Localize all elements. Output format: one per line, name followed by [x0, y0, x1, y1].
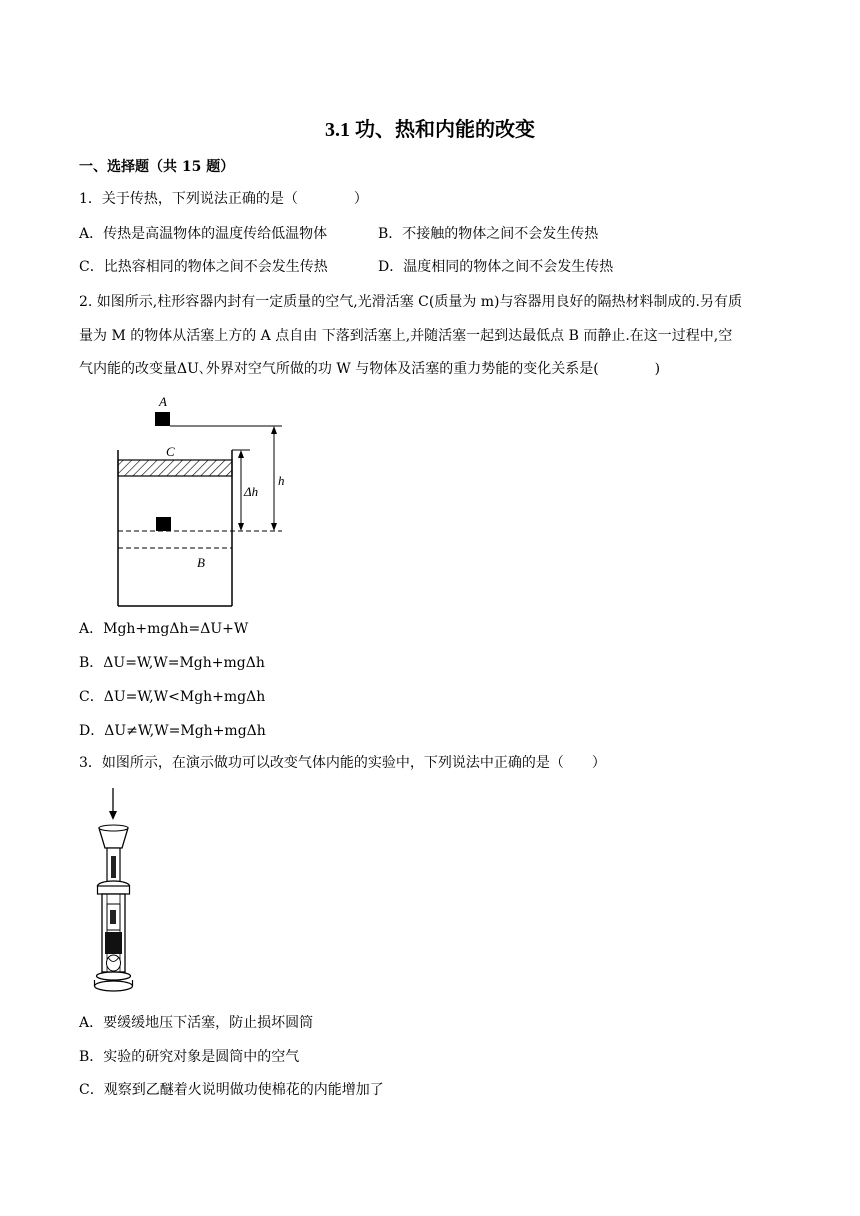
question-2-option-c: C．ΔU=W,W<Mgh+mgΔh: [79, 689, 266, 705]
label-delta-h: Δh: [244, 484, 259, 499]
piston-diagram: [110, 388, 290, 610]
compression-cylinder-figure: [88, 786, 144, 1004]
label-a: A: [159, 394, 167, 409]
question-2-stem-line: 量为 M 的物体从活塞上方的 A 点自由 下落到活塞上,并随活塞一起到达最低点 B 而静止.在这一过程中,空: [79, 328, 733, 344]
question-1-option-c: C．比热容相同的物体之间不会发生传热: [79, 259, 328, 275]
piston-container-figure: [110, 388, 290, 614]
question-3-stem: 3．如图所示，在演示做功可以改变气体内能的实验中，下列说法中正确的是（ ）: [79, 755, 606, 771]
label-h: h: [278, 473, 285, 488]
piston-c-shape: [118, 460, 232, 476]
block-lower-shape: [156, 517, 171, 531]
block-a-shape: [155, 412, 170, 426]
compression-cylinder-diagram: [88, 786, 144, 1000]
question-1-stem: 1．关于传热，下列说法正确的是（ ）: [79, 191, 368, 207]
question-3-option-b: B．实验的研究对象是圆筒中的空气: [79, 1049, 300, 1065]
question-2-stem-line: 气内能的改变量ΔU､外界对空气所做的功 W 与物体及活塞的重力势能的变化关系是( ): [79, 361, 661, 377]
question-2-option-d: D．ΔU≠W,W=Mgh+mgΔh: [79, 723, 266, 739]
question-3-option-a: A．要缓缓地压下活塞，防止损坏圆筒: [79, 1015, 314, 1031]
question-3-option-c: C．观察到乙醚着火说明做功使棉花的内能增加了: [79, 1082, 384, 1098]
label-b: B: [197, 555, 205, 570]
question-1-option-b: B．不接触的物体之间不会发生传热: [378, 226, 599, 242]
section-heading: 一、选择题（共 15 题）: [79, 159, 235, 175]
question-2-stem-line: 2. 如图所示,柱形容器内封有一定质量的空气,光滑活塞 C(质量为 m)与容器用良好的隔热材料制成的.另有质: [79, 294, 742, 310]
question-1-option-a: A．传热是高温物体的温度传给低温物体: [79, 226, 328, 242]
question-2-option-b: B．ΔU=W,W=Mgh+mgΔh: [79, 655, 265, 671]
question-1-option-d: D．温度相同的物体之间不会发生传热: [378, 259, 614, 275]
label-c: C: [166, 444, 175, 459]
page-title: 3.1 功、热和内能的改变: [325, 119, 535, 141]
question-2-option-a: A．Mgh+mgΔh=ΔU+W: [79, 621, 249, 637]
